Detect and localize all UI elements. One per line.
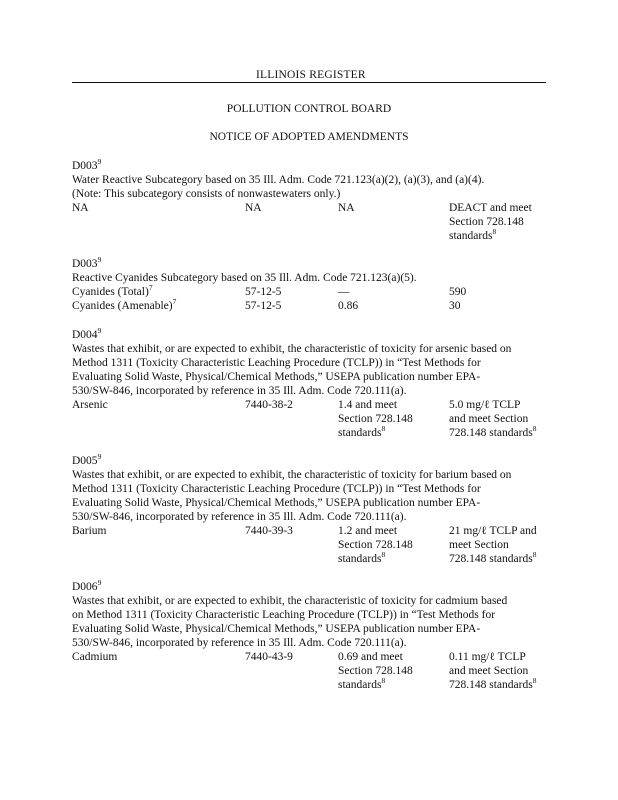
nonwastewater-standard: DEACT and meet Section 728.148 standards$^8$: [449, 202, 532, 242]
nonwastewater-standard: 30: [449, 300, 461, 312]
wastewater-standard: —: [338, 286, 350, 298]
section-description-line: Wastes that exhibit, or are expected to exhibit, the characteristic of toxicity for barium based on: [72, 469, 512, 481]
notice-title: NOTICE OF ADOPTED AMENDMENTS: [209, 131, 409, 143]
cas-number: 7440-39-3: [245, 525, 293, 537]
section-description: Water Reactive Subcategory based on 35 Ill. Adm. Code 721.123(a)(2), (a)(3), and (a)(4).: [72, 174, 485, 186]
constituent-name: NA: [72, 202, 89, 214]
table-row: [72, 650, 546, 692]
wastewater-standard: 1.4 and meet Section 728.148 standards$^8$: [338, 399, 413, 439]
section-d003-reactive-cyanides: [72, 257, 546, 313]
wastewater-standard: NA: [338, 202, 355, 214]
wastewater-standard: 1.2 and meet Section 728.148 standards$^8$: [338, 525, 413, 565]
waste-code: $D005^9$: [72, 452, 102, 467]
nonwastewater-standard: 0.11 mg/ℓ TCLP and meet Section 728.148 standards$^8$: [449, 651, 537, 691]
section-d006-cadmium: [72, 580, 546, 692]
section-description: Reactive Cyanides Subcategory based on 35 Ill. Adm. Code 721.123(a)(5).: [72, 272, 417, 284]
section-description-line: 530/SW-846, incorporated by reference in 35 Ill. Adm. Code 720.111(a).: [72, 637, 407, 649]
nonwastewater-standard: 21 mg/ℓ TCLP and meet Section 728.148 standards$^8$: [449, 525, 537, 565]
section-d003-water-reactive: [72, 159, 546, 243]
register-title: ILLINOIS REGISTER: [256, 69, 366, 81]
section-description-line: Evaluating Solid Waste, Physical/Chemical Methods,” USEPA publication number EPA-: [72, 497, 481, 509]
constituent-name: Cyanides (Total)$^7$: [72, 283, 153, 298]
section-description-line: 530/SW-846, incorporated by reference in 35 Ill. Adm. Code 720.111(a).: [72, 385, 407, 397]
table-row: [72, 398, 546, 440]
section-description-line: on Method 1311 (Toxicity Characteristic Leaching Procedure (TCLP)) in “Test Methods for: [72, 609, 496, 621]
constituent-name: Barium: [72, 525, 107, 537]
section-description-line: 530/SW-846, incorporated by reference in 35 Ill. Adm. Code 720.111(a).: [72, 511, 407, 523]
constituent-name: Cyanides (Amenable)$^7$: [72, 297, 177, 312]
cas-number: 57-12-5: [245, 300, 282, 312]
cas-number: 57-12-5: [245, 286, 282, 298]
nonwastewater-standard: 590: [449, 286, 467, 298]
section-d004-arsenic: [72, 328, 546, 440]
section-d005-barium: [72, 454, 546, 566]
nonwastewater-standard: 5.0 mg/ℓ TCLP and meet Section 728.148 standards$^8$: [449, 399, 537, 439]
board-name: POLLUTION CONTROL BOARD: [226, 103, 392, 115]
table-row: [72, 524, 546, 566]
waste-code: $D004^9$: [72, 326, 102, 341]
wastewater-standard: 0.69 and meet Section 728.148 standards$^8$: [338, 651, 413, 691]
waste-code: $D006^9$: [72, 578, 102, 593]
waste-code: $D003^9$: [72, 157, 102, 172]
register-header: [72, 66, 546, 83]
constituent-name: Cadmium: [72, 651, 118, 663]
section-description-line: Evaluating Solid Waste, Physical/Chemical Methods,” USEPA publication number EPA-: [72, 371, 481, 383]
cas-number: NA: [245, 202, 262, 214]
table-row: [72, 201, 546, 243]
wastewater-standard: 0.86: [338, 300, 359, 312]
section-description-line: Method 1311 (Toxicity Characteristic Leaching Procedure (TCLP)) in “Test Methods for: [72, 483, 481, 495]
cas-number: 7440-43-9: [245, 651, 293, 663]
cas-number: 7440-38-2: [245, 399, 293, 411]
constituent-name: Arsenic: [72, 399, 108, 411]
section-description-line: Method 1311 (Toxicity Characteristic Leaching Procedure (TCLP)) in “Test Methods for: [72, 357, 481, 369]
document-page: [72, 66, 546, 692]
section-description-line: Evaluating Solid Waste, Physical/Chemical Methods,” USEPA publication number EPA-: [72, 623, 481, 635]
section-description-line: Wastes that exhibit, or are expected to exhibit, the characteristic of toxicity for cadmium based: [72, 595, 508, 607]
section-note: (Note: This subcategory consists of nonwastewaters only.): [72, 188, 341, 200]
table-row: [72, 285, 546, 299]
waste-code: $D003^9$: [72, 255, 102, 270]
section-description-line: Wastes that exhibit, or are expected to exhibit, the characteristic of toxicity for arsenic based on: [72, 343, 512, 355]
table-row: [72, 299, 546, 313]
